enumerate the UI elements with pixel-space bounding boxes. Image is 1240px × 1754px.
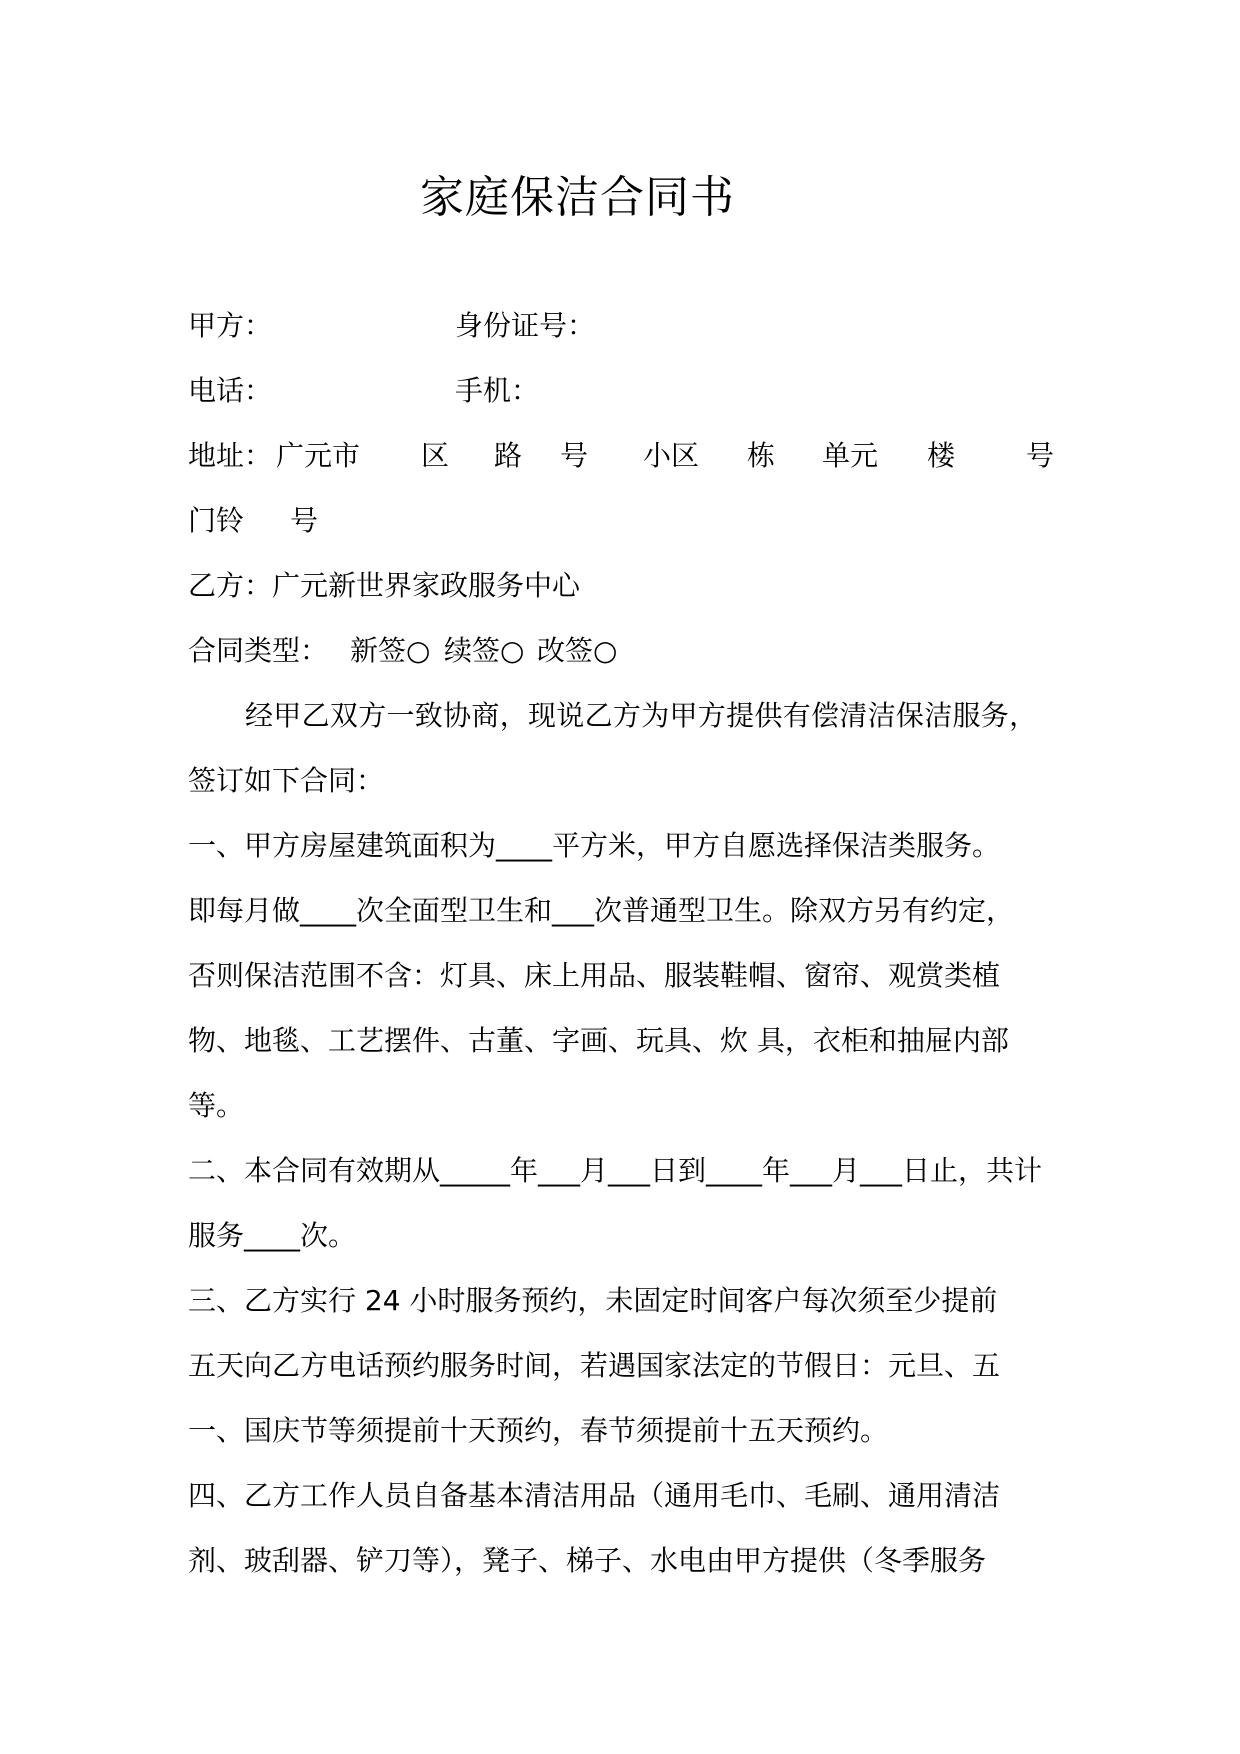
address-doorbell-number: 号 xyxy=(290,504,319,537)
address-floor: 楼 xyxy=(927,439,956,472)
body-line: 服务____次。 xyxy=(188,1219,357,1252)
body-line: 四、乙方工作人员自备基本清洁用品（通用毛巾、毛刷、通用清洁 xyxy=(188,1479,1001,1512)
body-line: 即每月做____次全面型卫生和___次普通型卫生。除双方另有约定， xyxy=(188,894,1015,927)
address-unit: 单元 xyxy=(822,439,879,472)
party-a-label: 甲方： xyxy=(188,309,273,342)
body-line: 二、本合同有效期从_____年___月___日到____年___月___日止，共计 xyxy=(188,1154,1043,1187)
contract-type-new: 新签○ xyxy=(350,634,431,667)
body-line: 三、乙方实行 24 小时服务预约，未固定时间客户每次须至少提前 xyxy=(188,1284,998,1317)
address-room: 号 xyxy=(1026,439,1055,472)
contract-type-label: 合同类型： xyxy=(188,634,329,667)
body-line: 一、甲方房屋建筑面积为____平方米，甲方自愿选择保洁类服务。 xyxy=(188,829,1001,862)
mobile-label: 手机： xyxy=(455,374,540,407)
address-community: 小区 xyxy=(643,439,700,472)
address-building: 栋 xyxy=(747,439,776,472)
body-line: 经甲乙双方一致协商，现说乙方为甲方提供有偿清洁保洁服务， xyxy=(245,699,1038,732)
address-label: 地址： xyxy=(188,439,273,472)
address-city: 广元市 xyxy=(276,439,361,472)
phone-label: 电话： xyxy=(188,374,273,407)
body-line: 签订如下合同： xyxy=(188,764,385,797)
contract-type-renew: 续签○ xyxy=(444,634,525,667)
id-number-label: 身份证号： xyxy=(455,309,596,342)
contract-type-revise: 改签○ xyxy=(537,634,618,667)
body-line: 剂、玻刮器、铲刀等），凳子、梯子、水电由甲方提供（冬季服务 xyxy=(188,1544,987,1577)
document-title: 家庭保洁合同书 xyxy=(420,172,735,223)
body-line: 等。 xyxy=(188,1089,245,1122)
body-line: 否则保洁范围不含：灯具、床上用品、服装鞋帽、窗帘、观赏类植 xyxy=(188,959,1001,992)
party-b: 乙方：广元新世界家政服务中心 xyxy=(188,569,581,602)
address-road: 路 xyxy=(494,439,523,472)
body-line: 物、地毯、工艺摆件、古董、字画、玩具、炊 具，衣柜和抽屉内部 xyxy=(188,1024,1009,1057)
address-doorbell: 门铃 xyxy=(188,504,245,537)
address-number: 号 xyxy=(560,439,589,472)
body-line: 一、国庆节等须提前十天预约，春节须提前十五天预约。 xyxy=(188,1414,889,1447)
address-district: 区 xyxy=(421,439,450,472)
body-line: 五天向乙方电话预约服务时间，若遇国家法定的节假日：元旦、五 xyxy=(188,1349,1001,1382)
